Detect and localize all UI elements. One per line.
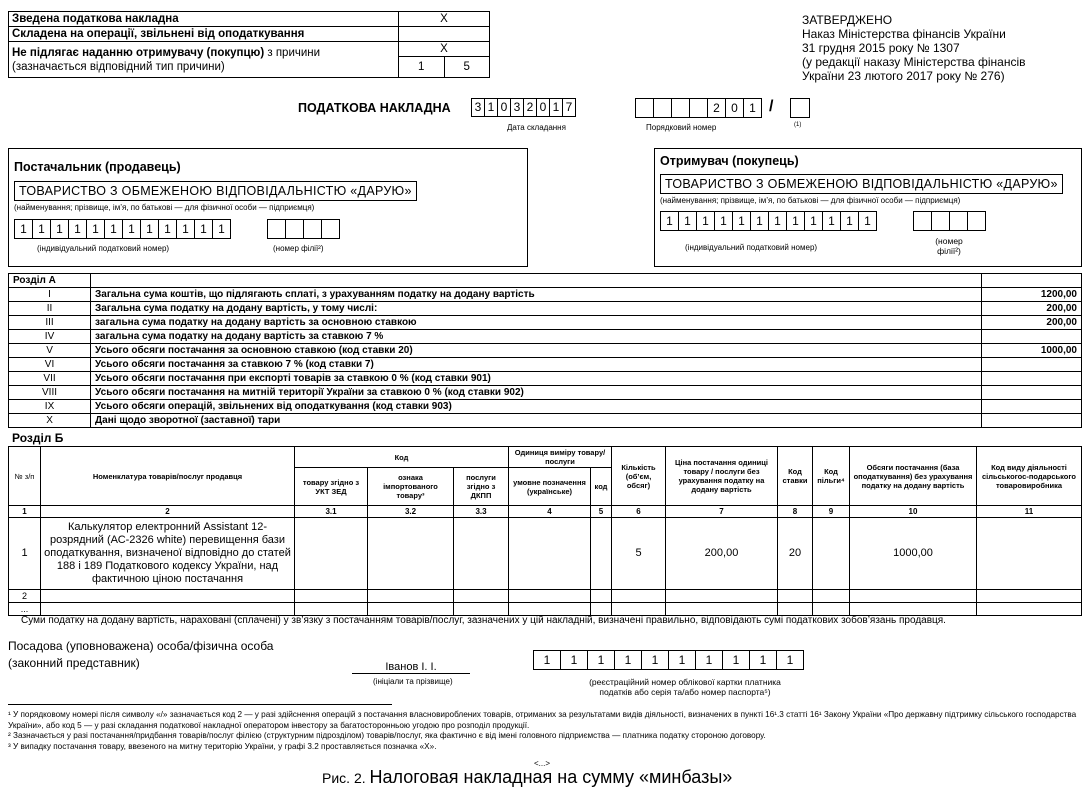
cell-empty[interactable] <box>591 603 612 616</box>
seller-name-caption: (найменування; прізвище, ім’я, по батькові — для фізичної особи — підприємця) <box>14 203 315 212</box>
section-a-row-value[interactable] <box>982 330 1082 344</box>
table-row <box>9 518 1082 590</box>
digit-cell[interactable]: 1 <box>614 650 642 670</box>
digit-cell[interactable]: 1 <box>696 211 715 231</box>
buyer-branch-caption-line: філії²) <box>937 246 961 256</box>
cell-name[interactable] <box>41 590 295 603</box>
digit-cell[interactable]: 0 <box>497 98 511 117</box>
cell-empty[interactable] <box>813 590 850 603</box>
cell-rate[interactable] <box>778 603 813 616</box>
not-issued-mark[interactable]: Х <box>399 42 490 57</box>
column-index: 11 <box>977 506 1082 518</box>
column-index: 7 <box>666 506 778 518</box>
digit-cell[interactable]: 0 <box>725 98 744 118</box>
section-a-row-num: VIII <box>9 386 91 400</box>
section-a-row-text: Усього обсяги постачання за основною ставкою (код ставки 20) <box>91 344 982 358</box>
cell-qty[interactable] <box>612 590 666 603</box>
digit-cell[interactable]: 3 <box>471 98 485 117</box>
section-a-row <box>9 400 1082 414</box>
buyer-panel <box>654 148 1082 267</box>
col-header-uktzed: товару згідно з УКТ ЗЕД <box>295 468 368 506</box>
invoice-date-cells[interactable] <box>472 98 576 117</box>
digit-cell[interactable]: 1 <box>86 219 105 239</box>
buyer-branch-caption-line: (номер <box>935 236 963 246</box>
section-a-row <box>9 302 1082 316</box>
section-a-row-value[interactable] <box>982 386 1082 400</box>
seller-branch-caption: (номер філії²) <box>273 244 324 253</box>
digit-cell[interactable]: 1 <box>743 98 762 118</box>
digit-cell[interactable]: 1 <box>587 650 615 670</box>
section-b-table <box>8 446 1082 616</box>
cell-empty[interactable] <box>454 603 509 616</box>
cell-empty[interactable] <box>977 603 1082 616</box>
section-a-row-value[interactable] <box>982 358 1082 372</box>
column-index: 3.3 <box>454 506 509 518</box>
column-index: 9 <box>813 506 850 518</box>
digit-cell[interactable]: 1 <box>668 650 696 670</box>
consolidated-label: Зведена податкова накладна <box>9 12 399 27</box>
digit-cell[interactable]: 1 <box>858 211 877 231</box>
column-index: 10 <box>850 506 977 518</box>
digit-cell[interactable]: 7 <box>562 98 576 117</box>
digit-cell[interactable]: 1 <box>786 211 805 231</box>
footnote-divider <box>8 704 392 705</box>
digit-cell[interactable] <box>931 211 950 231</box>
digit-cell[interactable]: 1 <box>732 211 751 231</box>
cell-rate[interactable] <box>778 590 813 603</box>
footnote-mark: (1) <box>794 122 802 128</box>
registration-caption <box>540 677 830 697</box>
cell-price[interactable]: 200,00 <box>666 518 778 590</box>
digit-cell[interactable]: 1 <box>14 219 33 239</box>
buyer-tax-caption: (індивідуальний податковий номер) <box>685 243 818 252</box>
consolidated-mark[interactable]: Х <box>399 12 490 27</box>
section-a-row-text: Усього обсяги постачання за ставкою 7 % (код ставки 7) <box>91 358 982 372</box>
col-header-unit-name: умовне позначення (українське) <box>509 468 591 506</box>
section-a-row-value[interactable] <box>982 372 1082 386</box>
section-b-heading: Розділ Б <box>12 431 64 445</box>
cell-num: 1 <box>9 518 41 590</box>
reason-type-caption: (зазначається відповідний тип причини) <box>12 60 225 73</box>
approval-line: ЗАТВЕРДЖЕНО <box>802 13 893 27</box>
digit-cell[interactable]: 0 <box>536 98 550 117</box>
cell-rate[interactable]: 20 <box>778 518 813 590</box>
cell-empty[interactable] <box>368 603 454 616</box>
cell-num: 2 <box>9 590 41 603</box>
invoice-number-slash: / <box>769 98 774 115</box>
digit-cell[interactable] <box>635 98 654 118</box>
figure-caption-prefix: Рис. 2. <box>322 770 370 786</box>
digit-cell[interactable]: 1 <box>32 219 51 239</box>
cell-empty[interactable] <box>368 518 454 590</box>
section-a-row-text: Усього обсяги операцій, звільнених від оподаткування (код ставки 903) <box>91 400 982 414</box>
seller-name[interactable]: ТОВАРИСТВО З ОБМЕЖЕНОЮ ВІДПОВІДАЛЬНІСТЮ «ДАРУЮ» <box>14 181 417 201</box>
cell-empty[interactable] <box>977 590 1082 603</box>
buyer-tax-cells[interactable] <box>661 211 877 231</box>
section-a-heading: Розділ А <box>9 274 91 288</box>
figure-caption <box>322 767 732 788</box>
seller-branch-cells[interactable] <box>268 219 340 239</box>
signatory-label-line: Посадова (уповноважена) особа/фізична особа <box>8 639 274 653</box>
buyer-branch-cells[interactable] <box>914 211 986 231</box>
digit-cell[interactable] <box>653 98 672 118</box>
not-issued-label-rest: з причини <box>264 46 321 59</box>
approval-line: (у редакції наказу Міністерства фінансів <box>802 55 1026 69</box>
cell-name[interactable] <box>41 603 295 616</box>
cell-price[interactable] <box>666 603 778 616</box>
digit-cell[interactable]: 1 <box>804 211 823 231</box>
col-header-benefit: Код пільги⁴ <box>813 447 850 506</box>
digit-cell[interactable]: 1 <box>140 219 159 239</box>
exempt-label: Складена на операції, звільнені від оподаткування <box>9 27 399 42</box>
digit-cell[interactable] <box>967 211 986 231</box>
digit-cell[interactable]: 1 <box>714 211 733 231</box>
seller-panel <box>8 148 528 267</box>
digit-cell[interactable]: 1 <box>560 650 588 670</box>
cell-empty[interactable] <box>509 590 591 603</box>
signatory-label-line: (законний представник) <box>8 656 140 670</box>
cell-qty[interactable] <box>612 603 666 616</box>
cell-empty[interactable] <box>977 518 1082 590</box>
digit-cell[interactable] <box>303 219 322 239</box>
cell-empty[interactable] <box>591 518 612 590</box>
section-a-row <box>9 372 1082 386</box>
section-a-row-text: Усього обсяги постачання на митній території України за ставкою 0 % (код ставки 902) <box>91 386 982 400</box>
section-a-row-text: Загальна сума податку на додану вартість, у тому числі: <box>91 302 982 316</box>
col-header-code: Код <box>295 447 509 468</box>
cell-volume[interactable] <box>850 603 977 616</box>
section-a-row-text: Загальна сума коштів, що підлягають сплаті, з урахуванням податку на додану вартість <box>91 288 982 302</box>
section-a-row-value[interactable]: 200,00 <box>982 316 1082 330</box>
digit-cell[interactable]: 2 <box>523 98 537 117</box>
digit-cell[interactable]: 1 <box>678 211 697 231</box>
digit-cell[interactable] <box>267 219 286 239</box>
col-header-dkpp: послуги згідно з ДКПП <box>454 468 509 506</box>
section-a-row-num: II <box>9 302 91 316</box>
section-a-row <box>9 414 1082 428</box>
section-a-row <box>9 344 1082 358</box>
footnote-3: ³ У випадку постачання товару, ввезеного на митну територію України, у графі 3.2 проставляється позначка «Х». <box>8 741 437 751</box>
digit-cell[interactable]: 1 <box>776 650 804 670</box>
cell-empty[interactable] <box>454 518 509 590</box>
cell-empty[interactable] <box>813 518 850 590</box>
cell-volume[interactable]: 1000,00 <box>850 518 977 590</box>
digit-cell[interactable]: 1 <box>194 219 213 239</box>
seller-tax-caption: (індивідуальний податковий номер) <box>37 244 170 253</box>
section-a-row-num: VI <box>9 358 91 372</box>
approval-line: України 23 лютого 2017 року № 276) <box>802 69 1005 83</box>
section-a-row-text: загальна сума податку на додану вартість за основною ставкою <box>91 316 982 330</box>
signatory-name[interactable]: Іванов І. І. <box>352 661 470 674</box>
buyer-name[interactable]: ТОВАРИСТВО З ОБМЕЖЕНОЮ ВІДПОВІДАЛЬНІСТЮ «ДАРУЮ» <box>660 174 1063 194</box>
digit-cell[interactable] <box>671 98 690 118</box>
header-status-table <box>8 11 490 78</box>
cell-empty[interactable] <box>368 590 454 603</box>
registration-caption-line: податків або серія та/або номер паспорта⁵) <box>599 687 771 697</box>
digit-cell[interactable] <box>285 219 304 239</box>
table-row <box>9 603 1082 616</box>
approval-block <box>802 13 1026 83</box>
digit-cell[interactable] <box>321 219 340 239</box>
col-header-rate: Код ставки <box>778 447 813 506</box>
certification-statement: Суми податку на додану вартість, нараховані (сплачені) у зв’язку з постачанням товарів/послуг, зазначених у цій накладній, визначені правильно, відповідають сумі податкових зобов’язань продавця. <box>21 615 946 626</box>
seller-heading: Постачальник (продавець) <box>14 160 181 174</box>
digit-cell[interactable]: 1 <box>641 650 669 670</box>
section-a-row-num: IV <box>9 330 91 344</box>
digit-cell[interactable] <box>689 98 708 118</box>
cell-empty[interactable] <box>813 603 850 616</box>
section-a-row <box>9 330 1082 344</box>
footnote-1: ¹ У порядковому номері після символу «/» зазначається код 2 — у разі здійснення операцій з постачання власновироблених товарів, отриманих за результатами видів діяльності, визначених в пункті 16¹.3 статті 16¹ Закону України «Про державну підтримку сільського господарства України», або код 5 — у разі складання податкової накладної оператором інвестору за багатосторонньою угодою про розподіл продукції. <box>8 710 1077 730</box>
section-a-row <box>9 288 1082 302</box>
footnotes <box>8 710 1080 752</box>
approval-line: Наказ Міністерства фінансів України <box>802 27 1006 41</box>
digit-cell[interactable]: 1 <box>104 219 123 239</box>
column-index: 3.1 <box>295 506 368 518</box>
section-a-row-num: X <box>9 414 91 428</box>
exempt-mark[interactable] <box>399 27 490 42</box>
section-a-row-value[interactable] <box>982 414 1082 428</box>
col-header-price: Ціна постачання одиниці товару / послуги без урахування податку на додану вартість <box>666 447 778 506</box>
cell-empty[interactable] <box>509 603 591 616</box>
figure-caption-main: Налоговая накладная на сумму «минбазы» <box>369 767 733 787</box>
section-a-row-num: V <box>9 344 91 358</box>
digit-cell[interactable]: 1 <box>768 211 787 231</box>
section-a-row <box>9 386 1082 400</box>
cell-price[interactable] <box>666 590 778 603</box>
section-a-row-text: загальна сума податку на додану вартість за ставкою 7 % <box>91 330 982 344</box>
table-row <box>9 590 1082 603</box>
section-a-row-value[interactable]: 1000,00 <box>982 344 1082 358</box>
section-a-row-text: Дані щодо зворотної (заставної) тари <box>91 414 982 428</box>
column-index: 1 <box>9 506 41 518</box>
footnotes-ellipsis: <...> <box>534 759 551 768</box>
invoice-number-suffix-cells[interactable] <box>791 98 810 118</box>
section-a-row-num: III <box>9 316 91 330</box>
col-header-import: ознака імпортованого товару³ <box>368 468 454 506</box>
digit-cell[interactable]: 1 <box>660 211 679 231</box>
invoice-number-cells[interactable] <box>636 98 762 118</box>
cell-volume[interactable] <box>850 590 977 603</box>
reason-code-1[interactable]: 1 <box>399 57 445 78</box>
section-a-row-num: IX <box>9 400 91 414</box>
section-a-table <box>8 273 1082 428</box>
registration-caption-line: (реєстраційний номер облікової картки платника <box>589 677 781 687</box>
cell-empty[interactable] <box>591 590 612 603</box>
cell-qty[interactable]: 5 <box>612 518 666 590</box>
digit-cell[interactable]: 1 <box>50 219 69 239</box>
seller-tax-cells[interactable] <box>15 219 231 239</box>
footnote-2: ² Зазначається у разі постачання/придбання товарів/послуг філією (структурним підрозділом) товарів/послуг, яка фактично є від імені головного підприємства — платника податку стороною договору. <box>8 731 766 740</box>
column-index: 8 <box>778 506 813 518</box>
cell-empty[interactable] <box>295 518 368 590</box>
digit-cell[interactable] <box>949 211 968 231</box>
digit-cell[interactable]: 1 <box>822 211 841 231</box>
digit-cell[interactable]: 3 <box>510 98 524 117</box>
digit-cell[interactable]: 1 <box>722 650 750 670</box>
column-index: 6 <box>612 506 666 518</box>
col-header-volume: Обсяги постачання (база оподаткування) без урахування податку на додану вартість <box>850 447 977 506</box>
section-a-row-value[interactable]: 1200,00 <box>982 288 1082 302</box>
cell-empty[interactable] <box>295 603 368 616</box>
column-index: 3.2 <box>368 506 454 518</box>
registration-number-cells[interactable] <box>534 650 804 670</box>
col-header-unit-code: код <box>591 468 612 506</box>
invoice-date-caption: Дата складання <box>507 123 566 132</box>
signatory-label <box>8 638 273 672</box>
signatory-name-caption: (ініціали та прізвище) <box>373 677 453 686</box>
cell-empty[interactable] <box>509 518 591 590</box>
approval-line: 31 грудня 2015 року № 1307 <box>802 41 960 55</box>
col-header-unit: Одиниця виміру товару/послуги <box>509 447 612 468</box>
digit-cell[interactable]: 1 <box>549 98 563 117</box>
digit-cell[interactable]: 1 <box>158 219 177 239</box>
digit-cell[interactable]: 2 <box>707 98 726 118</box>
section-a-row-value[interactable] <box>982 400 1082 414</box>
invoice-title: ПОДАТКОВА НАКЛАДНА <box>298 101 451 115</box>
digit-cell[interactable]: 1 <box>695 650 723 670</box>
buyer-name-caption: (найменування; прізвище, ім’я, по батькові — для фізичної особи — підприємця) <box>660 196 961 205</box>
cell-name[interactable]: Калькулятор електронний Assistant 12-розрядний (АС-2326 white) перевищення бази оподаткування, визначеної відповідно до статей 188 і 189 Податкового кодексу України, над фактичною ціною постачання <box>41 518 295 590</box>
digit-cell[interactable]: 1 <box>484 98 498 117</box>
buyer-heading: Отримувач (покупець) <box>660 154 799 168</box>
digit-cell[interactable]: 1 <box>176 219 195 239</box>
section-a-row-num: VII <box>9 372 91 386</box>
col-header-qty: Кількість (об’єм, обсяг) <box>612 447 666 506</box>
section-a-row-value[interactable]: 200,00 <box>982 302 1082 316</box>
column-index: 4 <box>509 506 591 518</box>
not-issued-label: Не підлягає наданню отримувачу (покупцю) <box>12 46 265 59</box>
section-a-row <box>9 316 1082 330</box>
digit-cell[interactable] <box>913 211 932 231</box>
cell-num: ... <box>9 603 41 616</box>
cell-empty[interactable] <box>454 590 509 603</box>
digit-cell[interactable] <box>790 98 810 118</box>
section-a-row-num: I <box>9 288 91 302</box>
section-a-row-text: Усього обсяги постачання при експорті товарів за ставкою 0 % (код ставки 901) <box>91 372 982 386</box>
buyer-branch-caption <box>923 236 975 256</box>
col-header-num: № з/п <box>9 447 41 506</box>
reason-code-2[interactable]: 5 <box>444 57 490 78</box>
section-a-row <box>9 358 1082 372</box>
column-index: 5 <box>591 506 612 518</box>
digit-cell[interactable]: 1 <box>840 211 859 231</box>
cell-empty[interactable] <box>295 590 368 603</box>
digit-cell[interactable]: 1 <box>750 211 769 231</box>
digit-cell[interactable]: 1 <box>212 219 231 239</box>
col-header-name: Номенклатура товарів/послуг продавця <box>41 447 295 506</box>
digit-cell[interactable]: 1 <box>533 650 561 670</box>
digit-cell[interactable]: 1 <box>68 219 87 239</box>
digit-cell[interactable]: 1 <box>122 219 141 239</box>
digit-cell[interactable]: 1 <box>749 650 777 670</box>
invoice-number-caption: Порядковий номер <box>646 123 717 132</box>
column-index: 2 <box>41 506 295 518</box>
col-header-agri: Код виду діяльності сільськогос-подарського товаровиробника <box>977 447 1082 506</box>
